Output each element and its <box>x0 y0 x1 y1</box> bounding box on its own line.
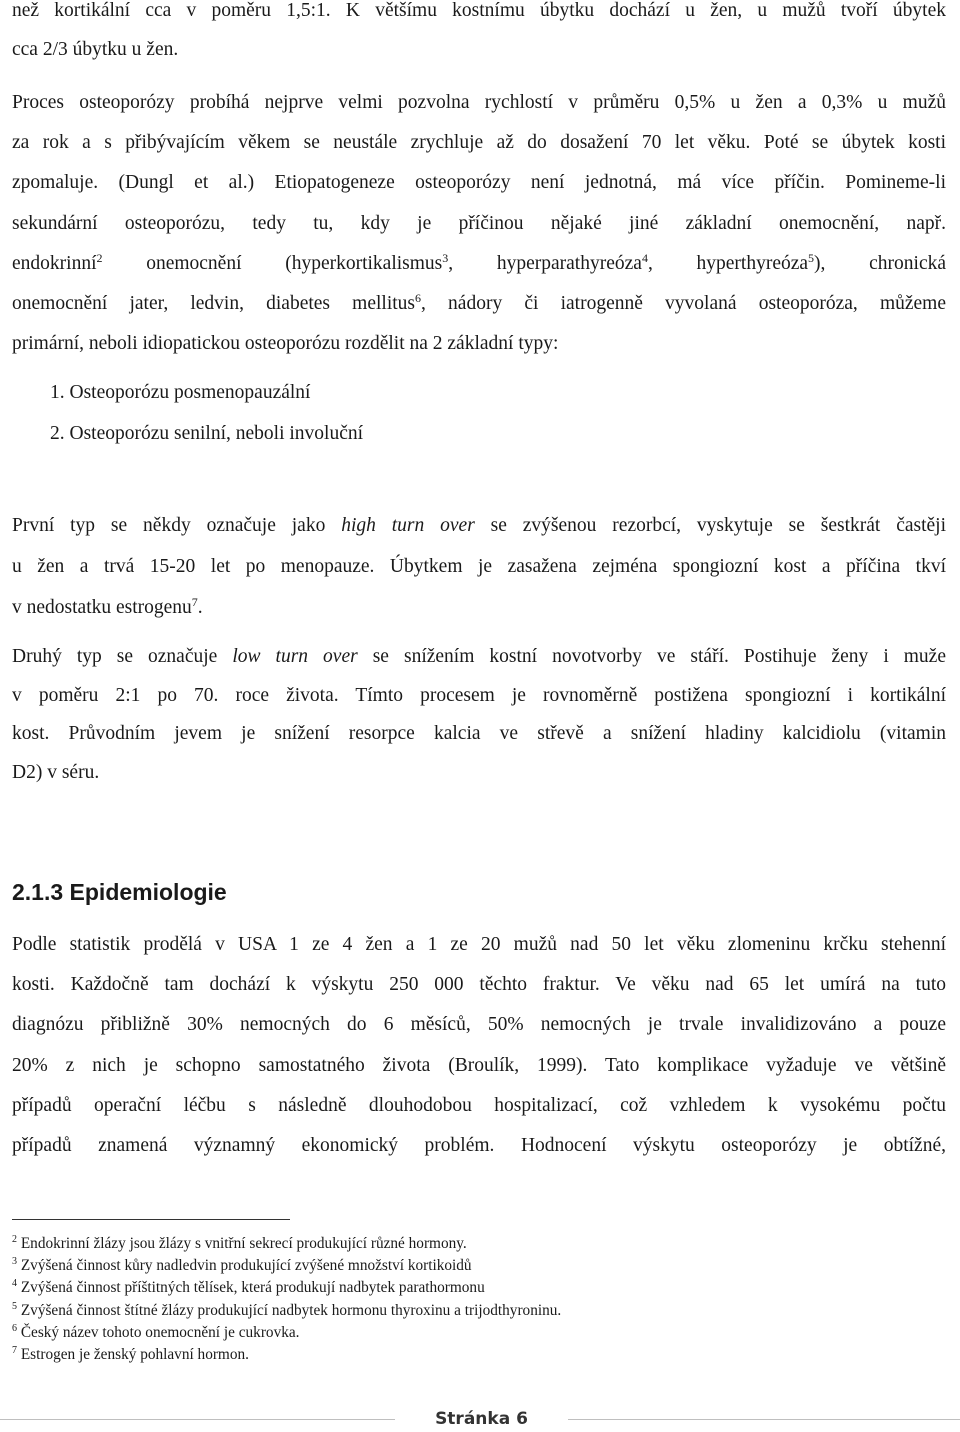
text-line: D2) v séru. <box>12 762 100 784</box>
footnote: $^4$ Zvýšená činnost příštitných tělísek, která produkují nadbytek parathormonu <box>12 1278 485 1297</box>
footnote-ref: 3 <box>442 250 449 265</box>
text-line: Podle statistik prodělá v USA 1 ze 4 žen a 1 ze 20 mužů nad 50 let věku zlomeninu krčku stehenní <box>12 934 946 955</box>
footnotes <box>12 1233 561 1366</box>
footnote: $^7$ Estrogen je ženský pohlavní hormon. <box>12 1344 249 1363</box>
text-line: za rok a s přibývajícím věkem se neustále zrychluje až do dosažení 70 let věku. Poté se úbytek kosti <box>12 132 946 154</box>
footnote-ref: 6 <box>415 290 422 305</box>
footnote: $^5$ Zvýšená činnost štítné žlázy produkující nadbytek hormonu thyroxinu a trijodthyroninu. <box>12 1300 562 1319</box>
footer-rule-left <box>0 1419 395 1420</box>
paragraph-bone-loss <box>12 0 946 69</box>
paragraph-first-type <box>12 505 946 628</box>
text-line: kosti. Každočně tam dochází k výskytu 250 000 těchto fraktur. Ve věku nad 65 let umírá na tuto <box>12 974 946 996</box>
text-line: Proces osteoporózy probíhá nejprve velmi pozvolna rychlostí v průměru 0,5% u žen a 0,3% u mužů <box>12 92 946 113</box>
paragraph-epidemiology <box>12 925 946 1166</box>
text-line: primární, neboli idiopatickou osteoporózu rozdělit na 2 základní typy: <box>12 333 559 355</box>
text-line: kost. Průvodním jevem je snížení resorpce kalcia ve střevě a snížení hladiny kalcidiolu (vitamin <box>12 723 946 745</box>
list-item: 2. Osteoporózu senilní, neboli involuční <box>50 422 364 444</box>
footnote-ref: 2 <box>96 250 103 265</box>
text-line: v nedostatku estrogenu$^7$. <box>12 595 203 618</box>
section-heading: 2.1.3 Epidemiologie <box>12 879 227 905</box>
text-line: u žen a trvá 15-20 let po menopauze. Úbytkem je zasažena zejména spongiozní kost a příčina tkví <box>12 556 946 577</box>
list-item: 1. Osteoporózu posmenopauzální <box>50 382 311 403</box>
text-line: případů operační léčbu s následně dlouhodobou hospitalizací, což vzhledem k vysokému počtu <box>12 1094 946 1116</box>
paragraph-osteoporosis-process <box>12 83 946 364</box>
footer-rule-right <box>568 1419 960 1420</box>
text-line: onemocnění jater, ledvin, diabetes mellitus$^6$, nádory či iatrogenně vyvolaná osteoporóza, můžeme <box>12 290 946 314</box>
footnote: $^6$ Český název tohoto onemocnění je cukrovka. <box>12 1322 300 1341</box>
text-line: sekundární osteoporózu, tedy tu, kdy je příčinou nějaké jiné základní onemocnění, např. <box>12 212 946 234</box>
footnote: $^3$ Zvýšená činnost kůry nadledvin produkující zvýšené množství kortikoidů <box>12 1256 472 1275</box>
footnote-ref: 5 <box>808 250 815 265</box>
text-line: než kortikální cca v poměru 1,5:1. K většímu kostnímu úbytku dochází u žen, u mužů tvoří úbytek <box>12 0 946 21</box>
osteoporosis-types-list <box>50 373 363 454</box>
page-number: Stránka 6 <box>435 1409 528 1429</box>
footnote-ref: 4 <box>641 250 648 265</box>
text-line: v poměru 2:1 po 70. roce života. Tímto procesem je rovnoměrně postižena spongiozní i kortikální <box>12 684 946 706</box>
text-line: diagnózu přibližně 30% nemocných do 6 měsíců, 50% nemocných je trvale invalidizováno a pouze <box>12 1014 946 1036</box>
text-line: První typ se někdy označuje jako high turn over se zvýšenou rezorbcí, vyskytuje se šestkrát častěji <box>12 515 946 536</box>
text-line: případů znamená významný ekonomický problém. Hodnocení výskytu osteoporózy je obtížné, <box>12 1134 946 1156</box>
text-line: endokrinní$^2$ onemocnění (hyperkortikalismus$^3$, hyperparathyreóza$^4$, hyperthyreóza$^5$), chronická <box>12 250 946 274</box>
text-line: cca 2/3 úbytku u žen. <box>12 38 179 60</box>
text-line: Druhý typ se označuje low turn over se snížením kostní novotvorby ve stáří. Postihuje ženy i muže <box>12 646 946 667</box>
footnote-ref: 7 <box>191 595 198 609</box>
paragraph-second-type <box>12 638 946 793</box>
footnote-separator <box>12 1219 290 1220</box>
text-line: 20% z nich je schopno samostatného života (Broulík, 1999). Tato komplikace vyžaduje ve většině <box>12 1054 946 1076</box>
footnote: $^2$ Endokrinní žlázy jsou žlázy s vnitřní sekrecí produkující různé hormony. <box>12 1234 467 1252</box>
text-line: zpomaluje. (Dungl et al.) Etiopatogeneze osteoporózy není jednotná, má více příčin. Pomineme-li <box>12 172 946 194</box>
